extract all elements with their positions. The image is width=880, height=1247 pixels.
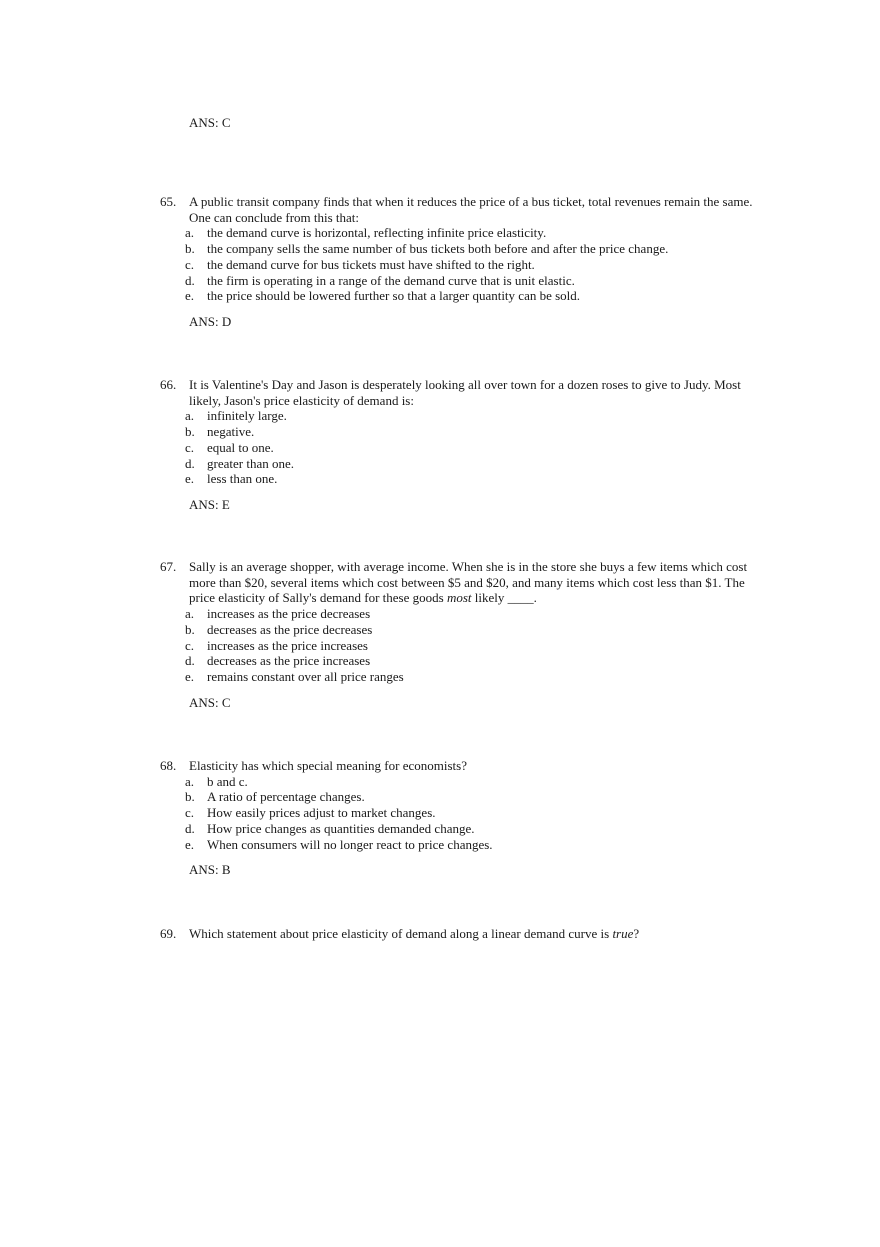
choice-a bbox=[160, 225, 760, 241]
question-stem-end: ? bbox=[633, 926, 640, 941]
choice-letter: e. bbox=[185, 668, 195, 684]
choice-d bbox=[160, 653, 760, 669]
choice-letter: e. bbox=[185, 288, 195, 304]
choice-letter: a. bbox=[185, 408, 195, 424]
choice-a bbox=[160, 606, 760, 622]
question-number: 67. bbox=[160, 559, 177, 574]
choice-a bbox=[160, 408, 760, 424]
choice-c bbox=[160, 805, 760, 821]
choice-letter: c. bbox=[185, 805, 195, 821]
question-number: 68. bbox=[160, 758, 177, 773]
question-stem: Which statement about price elasticity of demand along a linear demand curve is bbox=[189, 926, 613, 941]
choice-letter: a. bbox=[185, 225, 195, 241]
question-67-stem-block bbox=[160, 559, 760, 606]
choice-text: the firm is operating in a range of the demand curve that is unit elastic. bbox=[207, 272, 575, 288]
choice-e bbox=[160, 669, 760, 685]
choice-text: How easily prices adjust to market changes. bbox=[207, 805, 436, 821]
choice-list bbox=[160, 408, 760, 487]
choice-letter: e. bbox=[185, 836, 195, 852]
choice-text: infinitely large. bbox=[207, 408, 287, 424]
choice-c bbox=[160, 638, 760, 654]
choice-letter: d. bbox=[185, 272, 195, 288]
choice-letter: d. bbox=[185, 820, 195, 836]
question-stem-end: likely ____. bbox=[471, 590, 537, 606]
choice-b bbox=[160, 789, 760, 805]
choice-letter: c. bbox=[185, 439, 195, 455]
answer-64: ANS: C bbox=[189, 115, 231, 130]
question-66 bbox=[160, 377, 760, 487]
choice-text: greater than one. bbox=[207, 455, 294, 471]
choice-d bbox=[160, 821, 760, 837]
answer-67: ANS: C bbox=[189, 695, 231, 710]
question-stem: Elasticity has which special meaning for economists? bbox=[189, 758, 467, 773]
choice-letter: b. bbox=[185, 789, 195, 805]
choice-text: less than one. bbox=[207, 471, 278, 487]
question-69 bbox=[160, 926, 760, 942]
choice-letter: a. bbox=[185, 606, 195, 622]
choice-text: decreases as the price decreases bbox=[207, 621, 373, 637]
choice-text: the demand curve for bus tickets must have shifted to the right. bbox=[207, 256, 535, 272]
choice-a bbox=[160, 774, 760, 790]
choice-text: the demand curve is horizontal, reflecting infinite price elasticity. bbox=[207, 225, 547, 241]
question-68-stem-block bbox=[160, 758, 760, 774]
question-68 bbox=[160, 758, 760, 852]
choice-letter: e. bbox=[185, 471, 195, 487]
question-number: 66. bbox=[160, 377, 177, 392]
question-65 bbox=[160, 194, 760, 304]
stem-emphasis: true bbox=[612, 926, 634, 941]
choice-text: decreases as the price increases bbox=[207, 653, 371, 669]
choice-list bbox=[160, 225, 760, 304]
choice-text: remains constant over all price ranges bbox=[207, 668, 404, 684]
choice-list bbox=[160, 774, 760, 853]
choice-text: How price changes as quantities demanded change. bbox=[207, 820, 475, 836]
question-stem: A public transit company finds that when it reduces the price of a bus ticket, total revenues remain the same. One can conclude from this that: bbox=[189, 194, 753, 225]
choice-letter: b. bbox=[185, 241, 195, 257]
choice-list bbox=[160, 606, 760, 685]
choice-b bbox=[160, 424, 760, 440]
choice-letter: d. bbox=[185, 653, 195, 669]
choice-e bbox=[160, 837, 760, 853]
choice-letter: b. bbox=[185, 621, 195, 637]
choice-letter: c. bbox=[185, 256, 195, 272]
question-67 bbox=[160, 559, 760, 685]
choice-text: increases as the price decreases bbox=[207, 606, 371, 622]
choice-letter: c. bbox=[185, 637, 195, 653]
choice-text: negative. bbox=[207, 424, 255, 440]
stem-emphasis: most bbox=[446, 590, 472, 606]
question-number: 65. bbox=[160, 194, 177, 209]
choice-d bbox=[160, 273, 760, 289]
choice-text: the price should be lowered further so that a larger quantity can be sold. bbox=[207, 288, 581, 304]
question-stem: It is Valentine's Day and Jason is desperately looking all over town for a dozen roses to give to Judy. Most likely, Jason's price elasticity of demand is: bbox=[189, 377, 741, 408]
choice-c bbox=[160, 257, 760, 273]
question-stem: Sally is an average shopper, with average income. When she is in the store she buys a few items which cost more than $20, several items which cost between $5 and $20, and many items which cost less than $1. The price elasticity of Sally's demand for these goods bbox=[189, 559, 748, 606]
question-69-stem-block bbox=[160, 926, 760, 942]
question-65-stem-block bbox=[160, 194, 760, 225]
choice-b bbox=[160, 241, 760, 257]
choice-text: When consumers will no longer react to price changes. bbox=[207, 836, 493, 852]
answer-68: ANS: B bbox=[189, 862, 231, 877]
choice-letter: a. bbox=[185, 773, 195, 789]
answer-66: ANS: E bbox=[189, 497, 230, 512]
choice-text: increases as the price increases bbox=[207, 637, 368, 653]
choice-d bbox=[160, 456, 760, 472]
answer-65: ANS: D bbox=[189, 314, 232, 329]
choice-c bbox=[160, 440, 760, 456]
choice-e bbox=[160, 288, 760, 304]
choice-b bbox=[160, 622, 760, 638]
choice-text: the company sells the same number of bus tickets both before and after the price change. bbox=[207, 241, 669, 257]
choice-letter: b. bbox=[185, 424, 195, 440]
choice-text: A ratio of percentage changes. bbox=[207, 789, 365, 805]
choice-text: b and c. bbox=[207, 773, 248, 789]
question-number: 69. bbox=[160, 926, 177, 941]
choice-letter: d. bbox=[185, 455, 195, 471]
question-66-stem-block bbox=[160, 377, 760, 408]
choice-e bbox=[160, 471, 760, 487]
choice-text: equal to one. bbox=[207, 439, 274, 455]
